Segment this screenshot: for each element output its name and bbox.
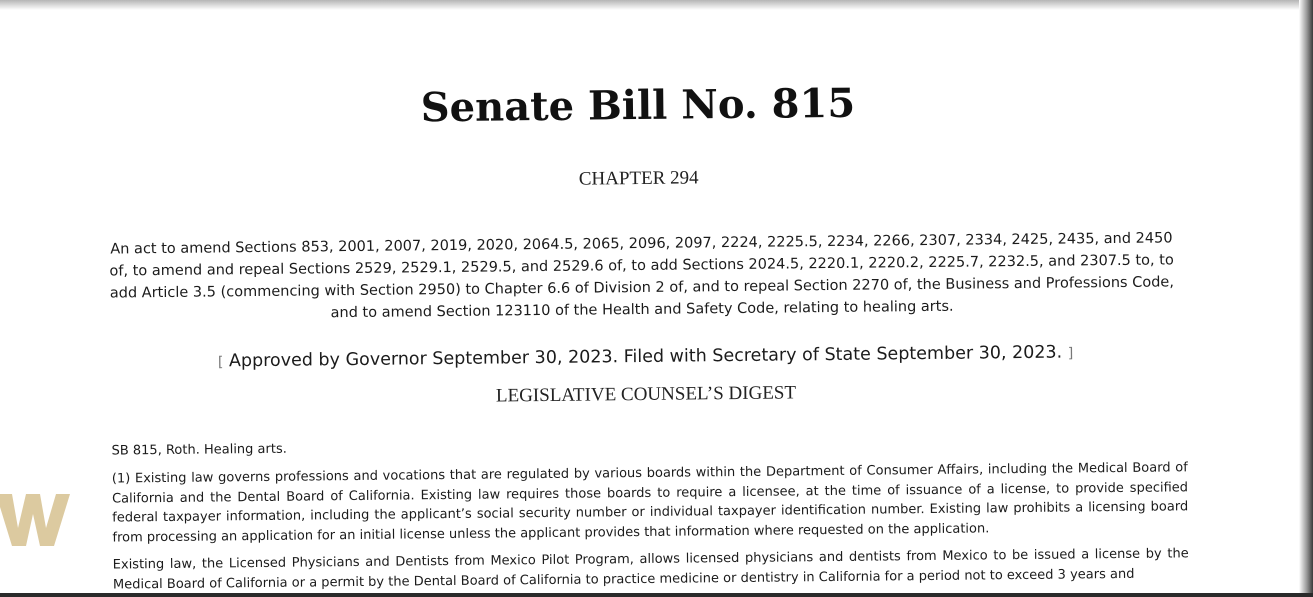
page-title: Senate Bill No. 815	[420, 79, 856, 132]
chapter-label: CHAPTER 294	[578, 167, 699, 190]
digest-paragraph-1: (1) Existing law governs professions and vocations that are regulated by various boards within the Department of Consumer Affairs, including the Medical Board of California and the Dental Board of California. Existing law requires those boards to require a licensee, at the time of issuance of a license, to provide specified federal taxpayer information, including the applicant’s social security number or individual taxpayer identification number. Existing law prohibits a licensing board from processing an application for an initial license unless the applicant provides that information where requested on the application.	[111, 460, 1189, 546]
digest-paragraph-2: Existing law, the Licensed Physicians and Dentists from Mexico Pilot Program, allows licensed physicians and dentists from Mexico to be issued a license by the Medical Board of California or a permit by the Dental Board of California to practice medicine or dentistry in California for a period not to exceed 3 years and	[112, 546, 1189, 593]
right-edge-shadow	[1299, 0, 1313, 597]
digest-heading: LEGISLATIVE COUNSEL’S DIGEST	[495, 382, 797, 407]
approval-line	[1, 340, 1291, 374]
approval-text: Approved by Governor September 30, 2023. Filed with Secretary of State September 30, 2023.	[228, 342, 1063, 372]
approval-close-bracket: ]	[1067, 345, 1074, 362]
bill-summary-line: SB 815, Roth. Healing arts.	[111, 441, 287, 459]
bottom-edge	[0, 593, 1313, 597]
approval-open-bracket: [	[217, 354, 224, 371]
act-description: An act to amend Sections 853, 2001, 2007, 2019, 2020, 2064.5, 2065, 2096, 2097, 2224, 2225.5, 2234, 2266, 2307, 2334, 2425, 2435, and 2450 of, to amend and repeal Sections 2529, 2529.1, 2529.5, and 2529.6 of, to add Sections 2024.5, 2220.1, 2220.2, 2225.7, 2232.5, and 2307.5 to, to add Article 3.5 (commencing with Section 2950) to Chapter 6.6 of Division 2 of, and to repeal Section 2270 of, the Business and Professions Code, and to amend Section 123110 of the Health and Safety Code, relating to healing arts.	[109, 230, 1174, 322]
